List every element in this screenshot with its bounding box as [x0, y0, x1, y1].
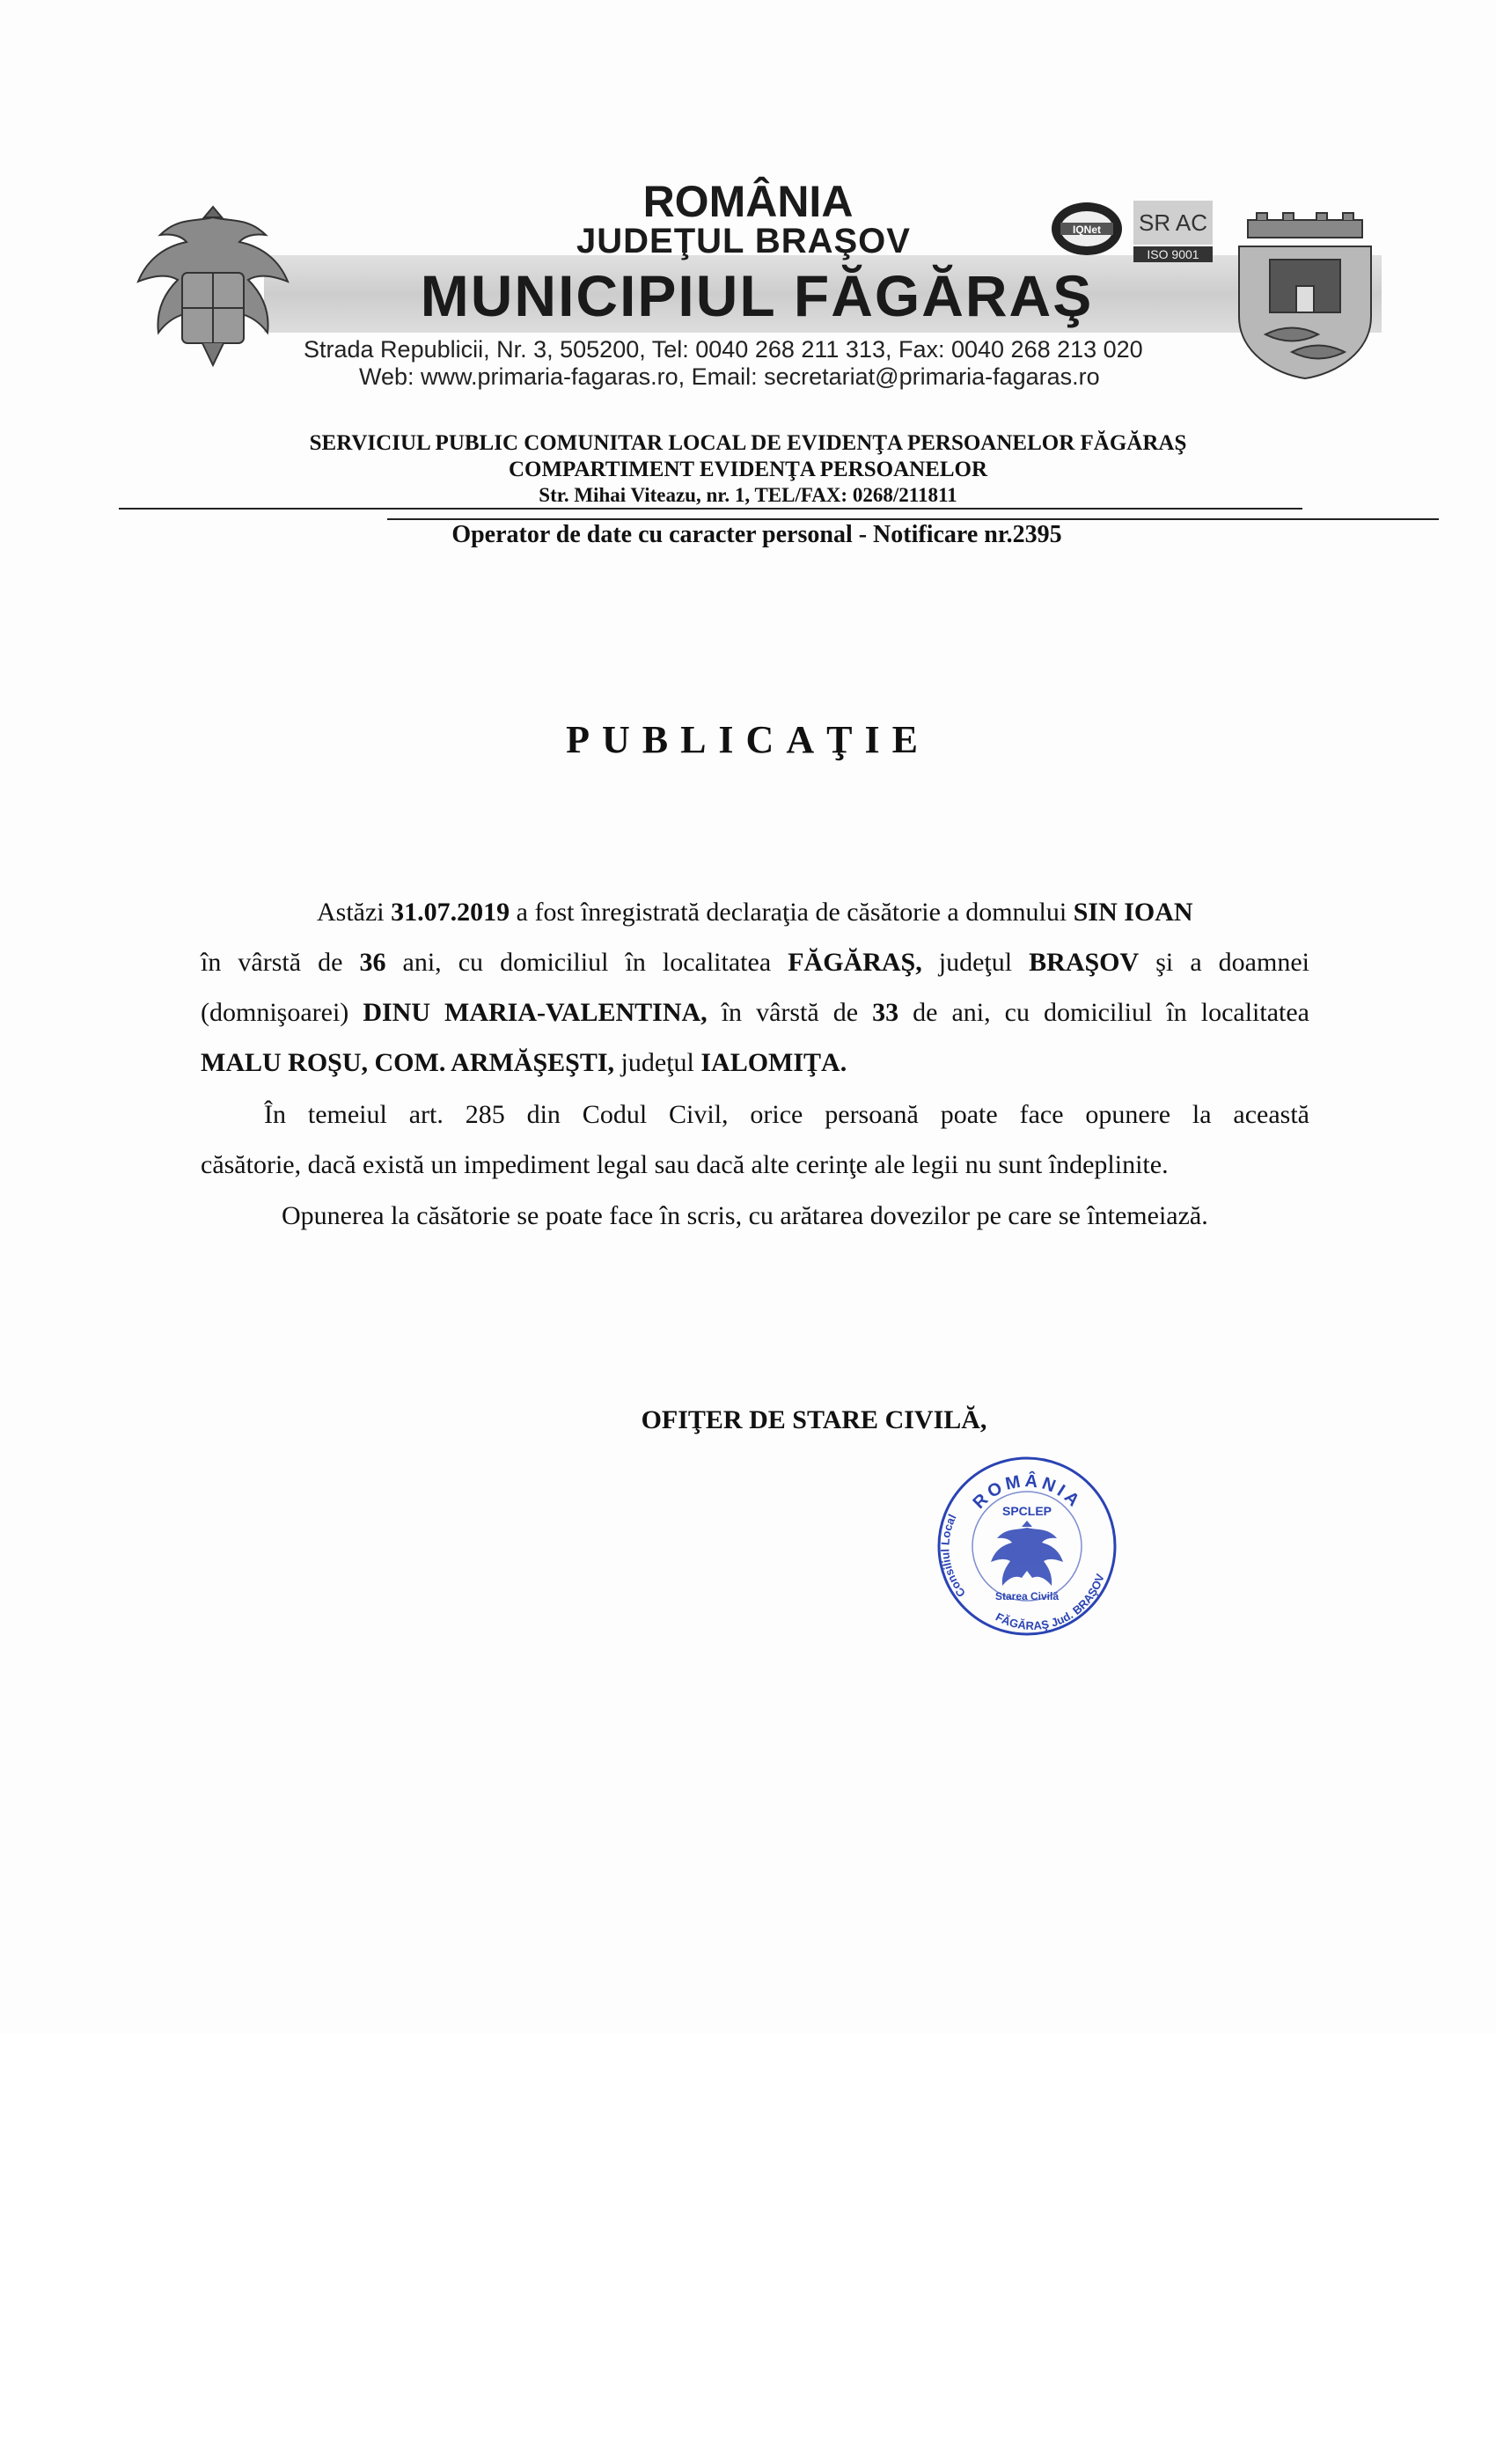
declaration-date: 31.07.2019	[391, 898, 510, 927]
divider-line-2	[387, 518, 1439, 520]
stamp-left: Consiliul Local	[938, 1512, 969, 1600]
text-fragment: în vârstă de	[707, 998, 873, 1027]
divider-line	[119, 508, 1302, 510]
text-fragment: în vârstă de	[201, 948, 360, 977]
body-paragraph-3: Opunerea la căsătorie se poate face în scris, cu arătarea dovezilor pe care se întemeiază.	[282, 1201, 1208, 1230]
stamp-center: Starea Civilă	[994, 1590, 1060, 1602]
text-fragment: Astăzi	[317, 898, 392, 927]
text-fragment: a fost înregistrată declaraţia de căsătorie a domnului	[510, 898, 1074, 927]
document-title: PUBLICAŢIE	[566, 718, 930, 761]
letterhead-country: ROMÂNIA	[642, 177, 854, 226]
body-paragraph-2-line-1: În temeiul art. 285 din Codul Civil, orice persoană poate face opunere la această	[264, 1100, 1309, 1129]
iso-logo-text: ISO 9001	[1147, 247, 1199, 261]
body-line-2	[201, 948, 1309, 978]
bride-locality: MALU ROŞU, COM. ARMĂŞEŞTI,	[201, 1048, 615, 1077]
text-fragment: judeţul	[614, 1048, 701, 1077]
letterhead-address: Strada Republicii, Nr. 3, 505200, Tel: 0040 268 211 313, Fax: 0040 268 213 020	[304, 336, 1143, 363]
srac-logo-text: SR AC	[1138, 209, 1208, 236]
text-fragment: (domnişoarei)	[201, 998, 363, 1027]
stamp-country: ROMÂNIA	[969, 1471, 1086, 1514]
letterhead-web-email: Web: www.primaria-fagaras.ro, Email: secretariat@primaria-fagaras.ro	[359, 363, 1100, 390]
letterhead-municipality: MUNICIPIUL FĂGĂRAŞ	[420, 263, 1094, 328]
compartment-name: COMPARTIMENT EVIDENŢA PERSOANELOR	[508, 458, 988, 481]
official-stamp	[933, 1452, 1122, 1641]
body-line-3	[201, 998, 1309, 1028]
romania-coat-of-arms	[128, 198, 299, 387]
text-fragment: ani, cu domiciliul în localitatea	[385, 948, 788, 977]
civil-status-officer-title: OFIŢER DE STARE CIVILĂ,	[641, 1405, 987, 1434]
iqnet-logo-text: IQNet	[1072, 224, 1102, 236]
service-address: Str. Mihai Viteazu, nr. 1, TEL/FAX: 0268/211811	[539, 484, 957, 506]
text-fragment: de ani, cu domiciliul în localitatea	[898, 998, 1309, 1027]
body-line-4	[201, 1048, 1309, 1078]
data-operator-notice: Operator de date cu caracter personal - Notificare nr.2395	[451, 521, 1062, 548]
groom-city: FĂGĂRAŞ,	[788, 948, 922, 977]
text-fragment: judeţul	[921, 948, 1030, 977]
bride-county: IALOMIŢA.	[700, 1048, 847, 1077]
service-name: SERVICIUL PUBLIC COMUNITAR LOCAL DE EVIDENŢA PERSOANELOR FĂGĂRAŞ	[309, 431, 1187, 455]
text-fragment: şi a doamnei	[1139, 948, 1309, 977]
fagaras-city-coat-of-arms	[1230, 211, 1380, 383]
iqnet-certification-logo	[1047, 198, 1126, 260]
bride-age: 33	[872, 998, 899, 1027]
groom-age: 36	[359, 948, 386, 977]
srac-iso-certification-logo	[1133, 201, 1213, 264]
groom-county: BRAŞOV	[1029, 948, 1140, 977]
stamp-sub: SPCLEP	[1001, 1504, 1052, 1518]
body-paragraph-2-line-2: căsătorie, dacă există un impediment legal sau dacă alte cerinţe ale legii nu sunt îndeplinite.	[201, 1150, 1169, 1179]
body-line-1	[317, 898, 1309, 928]
stamp-bottom: FĂGĂRAŞ Jud. BRAŞOV	[993, 1572, 1107, 1632]
bride-name: DINU MARIA-VALENTINA,	[363, 998, 708, 1027]
groom-name: SIN IOAN	[1073, 898, 1193, 927]
letterhead-county: JUDEŢUL BRAŞOV	[576, 222, 911, 260]
